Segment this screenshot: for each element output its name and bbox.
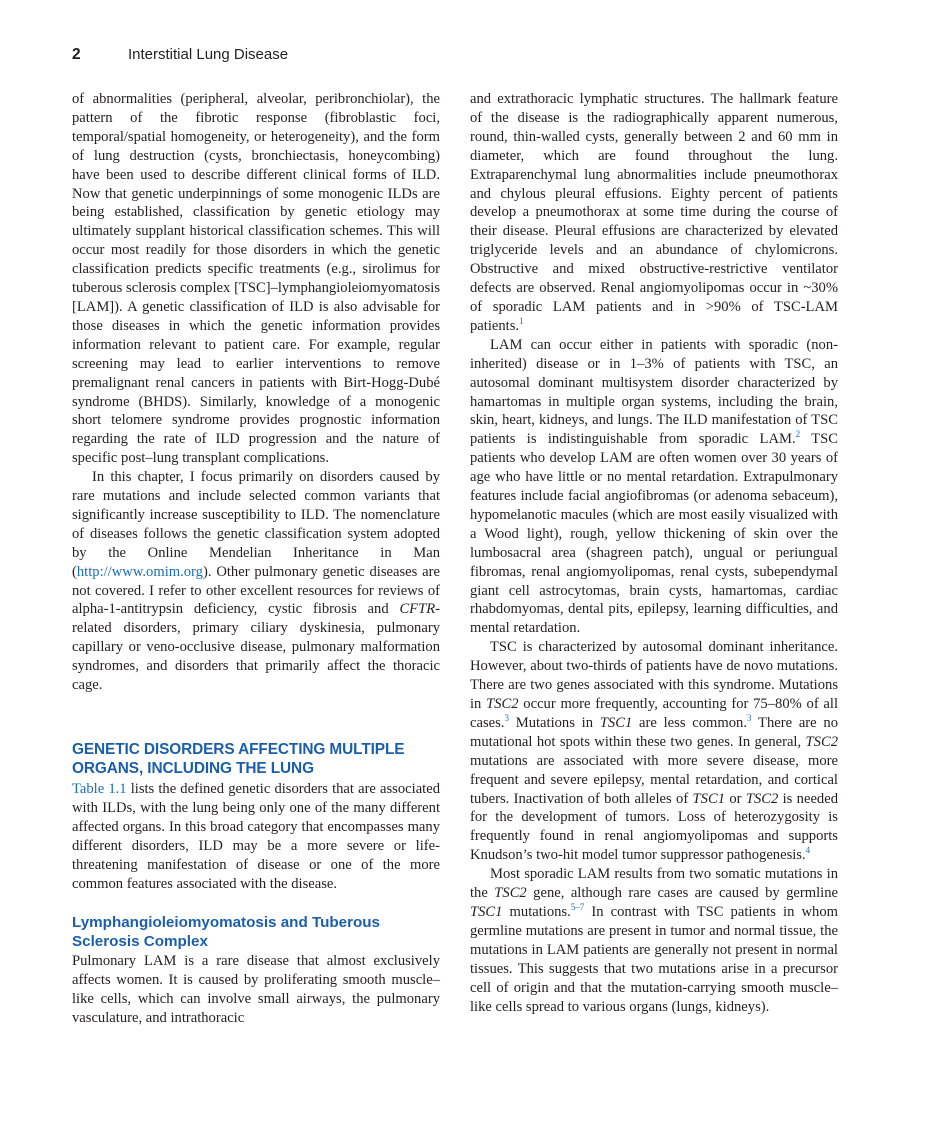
paragraph-text: ). Other pulmonary genetic diseases are not covered. I refer to other excellent resources for reviews of alpha-1-antitrypsin deficiency, cystic fibrosis and: [72, 563, 440, 618]
italic-gene-name: TSC1: [692, 790, 725, 807]
citation-ref[interactable]: 3: [504, 712, 509, 723]
paragraph-text: mutations.: [502, 903, 571, 920]
citation-ref[interactable]: 1: [519, 315, 524, 326]
paragraph-text: TSC patients who develop LAM are often women over 30 years of age who have little or no mental retardation. Extrapulmonary features include facial angiofibromas (or adenoma sebaceum), hypomelanotic macules (which are most easily visualized with a Wood light), rough, yellow thickening of skin over the lumbosacral area (shagreen patch), ungual or periungual fibromas, renal angiomyolipomas, renal cysts, subependymal giant cell astrocytomas, brain cysts, hamartomas, cardiac rhabdomyomas, dental pits, epilepsy, learning difficulties, and mental retardation.: [470, 431, 838, 637]
page-number: 2: [72, 46, 81, 63]
paragraph: [72, 468, 440, 695]
paragraph-text: LAM can occur either in patients with sporadic (non-inherited) disease or in 1–3% of patients with TSC, an autosomal dominant multisystem disorder characterized by hamartomas in multiple organ systems, including the brain, skin, heart, kidneys, and lungs. The ILD manifestation of TSC patients is indistinguishable from sporadic LAM.: [470, 336, 838, 448]
italic-gene-name: TSC1: [470, 903, 503, 920]
paragraph-text: Most sporadic LAM results from two somatic mutations in the: [470, 866, 838, 902]
paragraph-text: In contrast with TSC patients in whom germline mutations are present in tumor and normal tissue, the mutations in LAM patients are generally not present in normal tissues. This suggests that two mutations arise in a precursor cell of origin and that the mutation-carrying smooth muscle–like cells spread to various organs (lungs, kidneys).: [470, 903, 838, 1015]
running-header: [72, 46, 288, 70]
paragraph-text: -related disorders, primary ciliary dyskinesia, pulmonary capillary or veno-occlusive disease, pulmonary malformation syndromes, and disorders that primarily affect the thoracic cage.: [72, 601, 440, 694]
citation-ref[interactable]: 4: [805, 845, 811, 856]
paragraph-text: Mutations in: [508, 714, 600, 731]
paragraph-text: gene, although rare cases are caused by germline: [526, 885, 838, 902]
paragraph-text: There are no mutational hot spots within these two genes. In general,: [470, 714, 839, 750]
paragraph-text: In this chapter, I focus primarily on disorders caused by rare mutations and include selected common variants that significantly increase susceptibility to ILD. The nomenclature of diseases follows the genetic classification system adopted by the Online Mendelian Inheritance in Man (: [72, 469, 440, 580]
section-heading: GENETIC DISORDERS AFFECTING MULTIPLE ORGANS, INCLUDING THE LUNG: [72, 741, 405, 777]
paragraph-text: and extrathoracic lymphatic structures. The hallmark feature of the disease is the radiographically apparent numerous, round, thin-walled cysts, generally between 2 and 60 mm in diameter, which are found throughout the lung. Extraparenchymal lung abnormalities include pneumothorax and chylous pleural effusions. Eighty percent of patients develop a pneumothorax at some time during the course of their disease. Pleural effusions are characterized by elevated triglyceride levels and an abundance of chylomicrons. Obstructive and mixed obstructive-restrictive ventilator defects are observed. Renal angiomyolipomas occur in ~30% of sporadic LAM patients and in >90% of TSC-LAM patients.: [470, 91, 838, 334]
paragraph-text: lists the defined genetic disorders that are associated with ILDs, with the lung being only one of the many different affected organs. In this broad category that encompasses many different disorders, ILD may be a more severe or life-threatening manifestation of disease or one of the more common features associated with the disease.: [72, 781, 441, 892]
italic-gene-name: TSC2: [494, 885, 527, 902]
paragraph: [72, 952, 440, 1028]
italic-gene-name: TSC2: [486, 696, 519, 712]
omim-link[interactable]: http://www.omim.org: [76, 563, 203, 580]
running-head-title: Interstitial Lung Disease: [128, 46, 289, 63]
right-column: [470, 90, 838, 1016]
paragraph: [72, 90, 440, 468]
paragraph: [470, 336, 838, 639]
citation-ref[interactable]: 3: [747, 712, 752, 723]
paragraph-text: of abnormalities (peripheral, alveolar, peribronchiolar), the pattern of the fibrotic response (fibroblastic foci, temporal/spatial homogeneity, or heterogeneity), and the form of lung destruction (cysts, bronchiectasis, honeycombing) have been used to describe different clinical forms of ILD. Now that genetic underpinnings of some monogenic ILDs are being established, classification by genetic etiology may ultimately supplant historical classification schemes. This will occur most readily for those disorders in which the genetic classification predicts specific treatments (e.g., sirolimus for tuberous sclerosis complex [TSC]–lymphangioleiomyomatosis [LAM]). A genetic classification of ILD is also advisable for those diseases in which the genetic information provides information relevant to patient care. For example, regular screening may lead to earlier interventions to remove premalignant renal cancers in patients with Birt-Hogg-Dubé syndrome (BHDS). Similarly, knowledge of a monogenic short telomere syndrome provides prognostic information regarding the rate of ILD progression and the nature of specific post–lung transplant complications.: [72, 91, 440, 467]
italic-gene-name: TSC1: [599, 714, 633, 731]
citation-ref[interactable]: 5–7: [570, 901, 585, 912]
paragraph-text: is needed for the development of tumors. Loss of heterozygosity is frequently found in renal angiomyolipomas and supports Knudson’s two-hit model tumor suppressor pathogenesis.: [470, 790, 839, 864]
paragraph-text: mutations are associated with more severe disease, more frequent and severe epilepsy, mental retardation, and cortical tubers. Inactivation of both alleles of: [470, 752, 838, 807]
paragraph-text: occur more frequently, accounting for 75–80% of all cases.: [470, 696, 839, 731]
italic-gene-name: TSC2: [805, 733, 838, 750]
paragraph: [470, 90, 838, 336]
paragraph: [470, 865, 838, 1016]
paragraph-text: Pulmonary LAM is a rare disease that almost exclusively affects women. It is caused by proliferating smooth muscle–like cells, which can involve small airways, the pulmonary vasculature, and intrathoracic: [72, 953, 440, 1027]
italic-gene-name: CFTR: [399, 601, 436, 618]
subsection-heading: Lymphangioleiomyomatosis and Tuberous Sclerosis Complex: [72, 914, 381, 951]
paragraph: [72, 780, 440, 893]
table-reference-link[interactable]: Table 1.1: [72, 781, 127, 797]
paragraph-text: TSC is characterized by autosomal dominant inheritance. However, about two-thirds of patients have de novo mutations. There are two genes associated with this syndrome. Mutations in: [470, 639, 838, 712]
paragraph: [470, 638, 838, 865]
italic-gene-name: TSC2: [745, 790, 779, 807]
paragraph-text: are less common.: [632, 714, 748, 731]
left-column: [72, 90, 440, 1028]
paragraph-text: or: [725, 790, 746, 807]
citation-ref[interactable]: 2: [795, 429, 801, 440]
